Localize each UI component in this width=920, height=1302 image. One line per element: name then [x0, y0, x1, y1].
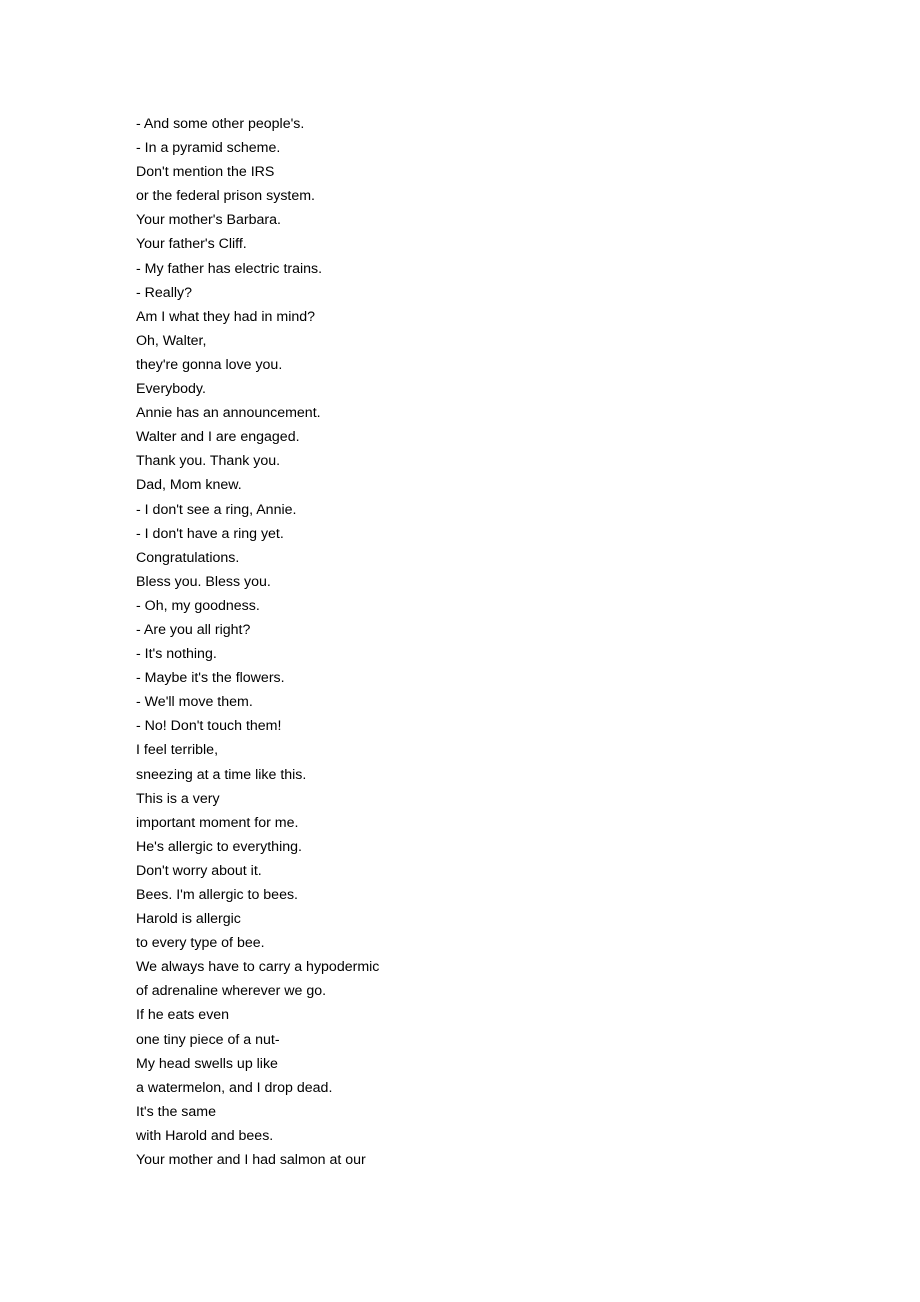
text-line: - It's nothing. — [136, 646, 217, 663]
text-line: He's allergic to everything. — [136, 838, 302, 855]
text-line: Your mother and I had salmon at our — [136, 1152, 366, 1169]
text-line: - Oh, my goodness. — [136, 597, 260, 614]
text-line: Annie has an announcement. — [136, 405, 321, 422]
text-line: Don't worry about it. — [136, 862, 262, 879]
text-line: Your mother's Barbara. — [136, 212, 281, 229]
text-line: important moment for me. — [136, 814, 299, 831]
text-line: or the federal prison system. — [136, 188, 315, 205]
text-line: It's the same — [136, 1103, 216, 1120]
text-line: Your father's Cliff. — [136, 236, 247, 253]
text-line: - I don't see a ring, Annie. — [136, 501, 297, 518]
text-line: Am I what they had in mind? — [136, 308, 316, 325]
text-line: We always have to carry a hypodermic — [136, 959, 380, 976]
text-line: Bees. I'm allergic to bees. — [136, 887, 298, 903]
text-line: - Maybe it's the flowers. — [136, 670, 285, 687]
text-line: Bless you. Bless you. — [136, 573, 271, 590]
text-line: Thank you. Thank you. — [136, 453, 281, 470]
text-line: Walter and I are engaged. — [136, 429, 300, 446]
text-line: a watermelon, and I drop dead. — [136, 1079, 333, 1096]
text-line: - I don't have a ring yet. — [136, 525, 284, 542]
text-line: Don't mention the IRS — [136, 164, 275, 181]
text-line: Harold is allergic — [136, 911, 241, 928]
text-line: This is a very — [136, 790, 220, 807]
text-line: - In a pyramid scheme. — [136, 140, 281, 157]
text-line: - Are you all right? — [136, 621, 251, 638]
text-line: Everybody. — [136, 381, 206, 398]
text-line: - And some other people's. — [136, 116, 305, 132]
text-line: - We'll move them. — [136, 694, 253, 711]
text-line: Oh, Walter, — [136, 332, 207, 349]
text-line: Dad, Mom knew. — [136, 477, 242, 494]
text-line: - My father has electric trains. — [136, 260, 323, 277]
text-line: they're gonna love you. — [136, 356, 283, 373]
text-line: one tiny piece of a nut- — [136, 1031, 280, 1048]
transcript-text — [136, 113, 379, 1173]
text-line: of adrenaline wherever we go. — [136, 983, 327, 1000]
text-line: to every type of bee. — [136, 935, 265, 952]
text-line: - Really? — [136, 284, 192, 301]
text-line: Congratulations. — [136, 549, 240, 566]
text-line: I feel terrible, — [136, 742, 219, 759]
text-line: My head swells up like — [136, 1055, 278, 1072]
text-line: with Harold and bees. — [136, 1127, 274, 1144]
text-line: - No! Don't touch them! — [136, 718, 282, 735]
text-line: sneezing at a time like this. — [136, 766, 307, 783]
text-line: If he eats even — [136, 1007, 230, 1024]
